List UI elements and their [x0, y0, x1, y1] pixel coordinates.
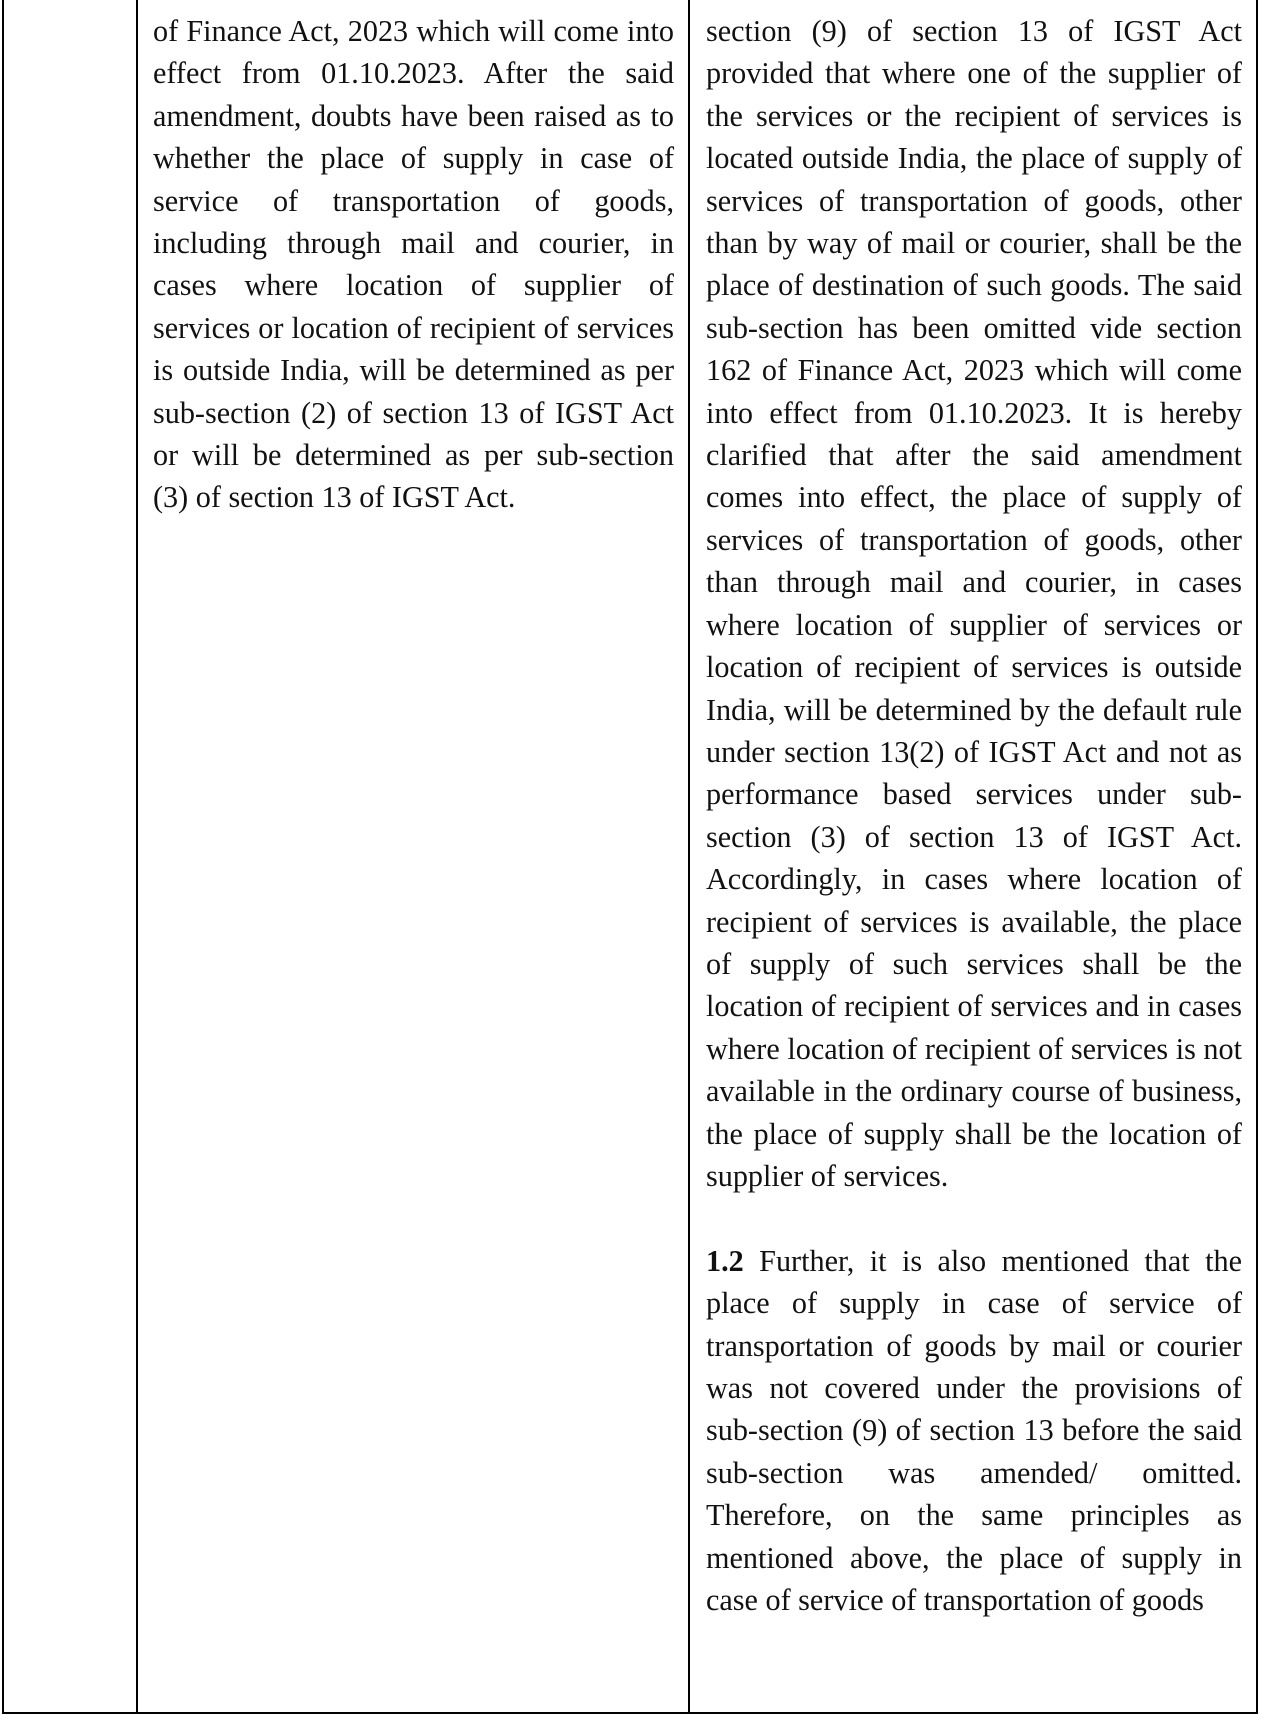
- serial-number-cell: [4, 0, 138, 1712]
- issue-cell: [138, 0, 690, 1712]
- clarification-table: [2, 0, 1258, 1714]
- paragraph-number: 1.2: [706, 1243, 744, 1278]
- clarification-paragraph: section (9) of section 13 of IGST Act provided that where one of the supplier of the services or the recipient of services is located outside India, the place of supply of services of transportation of goods, other than by way of mail or courier, shall be the place of destination of such goods. The said sub-section has been omitted vide section 162 of Finance Act, 2023 which will come into effect from 01.10.2023. It is hereby clarified that after the said amendment comes into effect, the place of supply of services of transportation of goods, other than through mail and courier, in cases where location of supplier of services or location of recipient of services is outside India, will be determined by the default rule under section 13(2) of IGST Act and not as performance based services under sub-section (3) of section 13 of IGST Act. Accordingly, in cases where location of recipient of services is available, the place of supply of such services shall be the location of recipient of services and in cases where location of recipient of services is not available in the ordinary course of business, the place of supply shall be the location of supplier of services.: [706, 14, 1242, 1193]
- issue-paragraph: of Finance Act, 2023 which will come into effect from 01.10.2023. After the said amendment, doubts have been raised as to whether the place of supply in case of service of transportation of goods, including through mail and courier, in cases where location of supplier of services or location of recipient of services is outside India, will be determined as per sub-section (2) of section 13 of IGST Act or will be determined as per sub-section (3) of section 13 of IGST Act.: [153, 14, 674, 515]
- clarification-paragraph-1-2: [706, 1240, 1242, 1622]
- paragraph-text: Further, it is also mentioned that the place of supply in case of service of transportation of goods by mail or courier was not covered under the provisions of sub-section (9) of section 13 before the said sub-section was amended/ omitted. Therefore, on the same principles as mentioned above, the place of supply in case of service of transportation of goods: [706, 1243, 1242, 1618]
- clarification-cell: [690, 0, 1256, 1712]
